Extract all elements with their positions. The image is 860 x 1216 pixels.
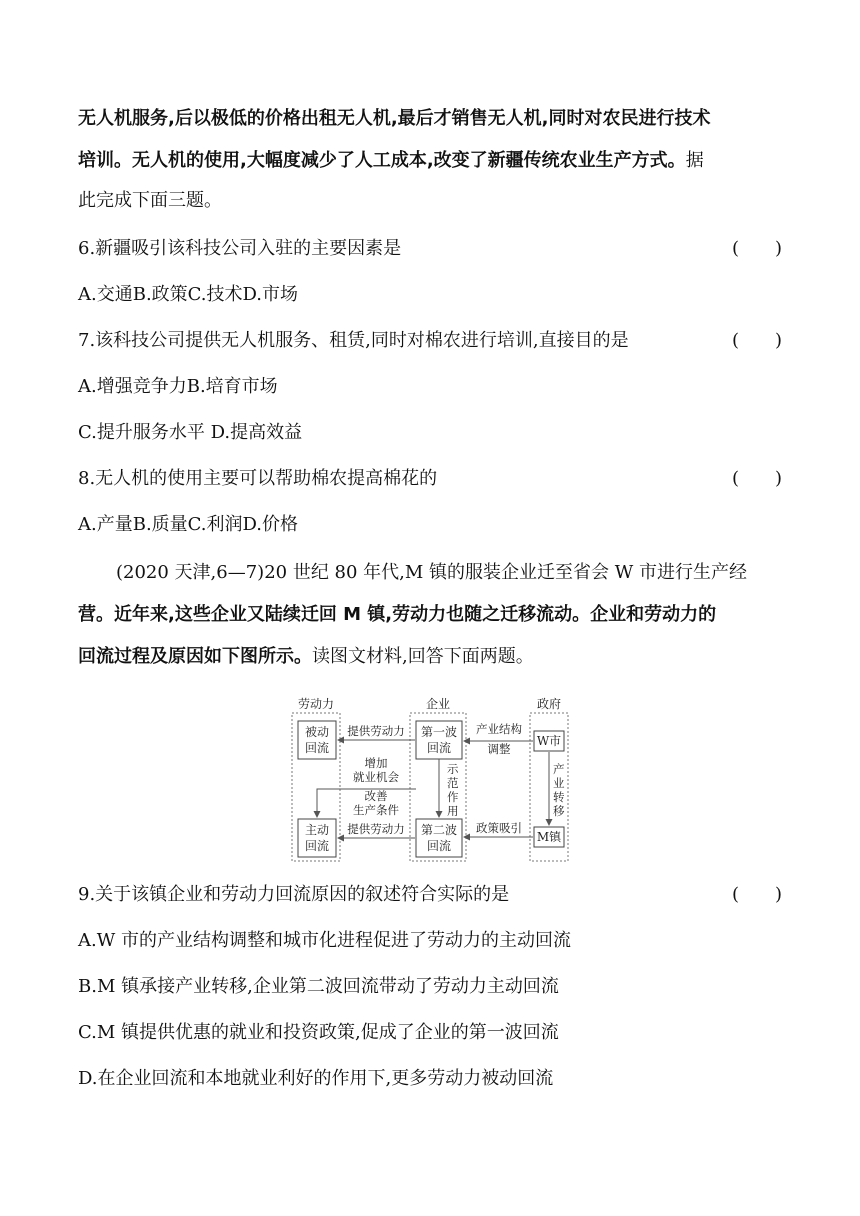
document-page — [78, 108, 784, 668]
question-9-option-d: D.在企业回流和本地就业利好的作用下,更多劳动力被动回流 — [78, 1068, 554, 1089]
box-first-wave-line1: 第一波 — [420, 725, 458, 739]
passage2-line-3a: 回流过程及原因如下图所示。 — [78, 646, 312, 667]
industry-transfer-2: 业 — [553, 776, 565, 790]
box-passive-line1: 被动 — [304, 725, 330, 739]
labor-return-diagram — [290, 697, 570, 865]
question-9-option-b: B.M 镇承接产业转移,企业第二波回流带动了劳动力主动回流 — [78, 976, 559, 997]
box-active-line2: 回流 — [304, 839, 330, 853]
diagram-svg — [290, 697, 570, 865]
question-8-stem — [78, 468, 784, 490]
question-8-answer-paren: ( ) — [731, 468, 782, 489]
question-8-text: 8.无人机的使用主要可以帮助棉农提高棉花的 — [78, 468, 438, 489]
question-9-block — [78, 884, 784, 1114]
question-6-text: 6.新疆吸引该科技公司入驻的主要因素是 — [78, 238, 402, 259]
arrow-provide-labor-1-label: 提供劳动力 — [347, 724, 405, 738]
center-text-4: 生产条件 — [353, 803, 399, 817]
box-w-city-label: W市 — [536, 734, 562, 748]
passage2-line-3 — [78, 646, 784, 668]
arrow-industry-adjust-line2: 调整 — [487, 742, 511, 756]
passage2-line-1-text: (2020 天津,6—7)20 世纪 80 年代,M 镇的服装企业迁至省会 W 市进行生产经 — [116, 562, 747, 583]
industry-transfer-4: 移 — [553, 804, 565, 818]
center-text-3: 改善 — [364, 789, 388, 803]
question-7-answer-paren: ( ) — [731, 330, 782, 351]
question-6-options: A.交通B.政策C.技术D.市场 — [78, 284, 299, 305]
question-9-option-c: C.M 镇提供优惠的就业和投资政策,促成了企业的第一波回流 — [78, 1022, 559, 1043]
passage2-line-3b: 读图文材料,回答下面两题。 — [312, 646, 534, 667]
box-m-town-label: M镇 — [536, 830, 562, 844]
col-labor-label: 劳动力 — [297, 697, 335, 711]
arrow-policy-label: 政策吸引 — [476, 821, 522, 835]
box-second-wave-line1: 第二波 — [420, 823, 458, 837]
question-9-option-a: A.W 市的产业结构调整和城市化进程促进了劳动力的主动回流 — [78, 930, 571, 951]
demo-effect-2: 范 — [447, 776, 459, 790]
industry-transfer-3: 转 — [553, 790, 565, 804]
question-6-stem — [78, 238, 784, 260]
center-text-1: 增加 — [364, 756, 388, 770]
passage-line-2-text: 培训。无人机的使用,大幅度减少了人工成本,改变了新疆传统农业生产方式。 — [78, 150, 686, 171]
col-government-label: 政府 — [536, 697, 562, 711]
question-7-text: 7.该科技公司提供无人机服务、租赁,同时对棉农进行培训,直接目的是 — [78, 330, 629, 351]
arrow-industry-adjust-line1: 产业结构 — [476, 722, 522, 736]
demo-effect-3: 作 — [447, 790, 459, 804]
question-6-answer-paren: ( ) — [731, 238, 782, 259]
question-8-options: A.产量B.质量C.利润D.价格 — [78, 514, 299, 535]
question-7-options-line-1: A.增强竞争力B.培育市场 — [78, 376, 278, 397]
demo-effect-1: 示 — [447, 762, 459, 776]
passage2-line-2: 营。近年来,这些企业又陆续迁回 M 镇,劳动力也随之迁移流动。企业和劳动力的 — [78, 604, 717, 625]
demo-effect-4: 用 — [447, 804, 459, 818]
box-second-wave-line2: 回流 — [426, 839, 452, 853]
question-7-stem — [78, 330, 784, 352]
question-9-answer-paren: ( ) — [731, 884, 782, 905]
passage-line-2 — [78, 150, 784, 172]
col-enterprise-label: 企业 — [425, 697, 451, 711]
industry-transfer-1: 产 — [553, 762, 565, 776]
box-first-wave-line2: 回流 — [426, 741, 452, 755]
passage-line-1: 无人机服务,后以极低的价格出租无人机,最后才销售无人机,同时对农民进行技术 — [78, 108, 711, 129]
passage-line-2-tail: 据 — [685, 150, 704, 171]
passage2-line-1 — [78, 562, 784, 584]
box-passive-line2: 回流 — [304, 741, 330, 755]
arrow-provide-labor-2-label: 提供劳动力 — [347, 822, 405, 836]
question-7-options-line-2: C.提升服务水平 D.提高效益 — [78, 422, 303, 443]
question-9-text: 9.关于该镇企业和劳动力回流原因的叙述符合实际的是 — [78, 884, 510, 905]
box-active-line1: 主动 — [304, 823, 330, 837]
passage-line-3: 此完成下面三题。 — [78, 190, 222, 211]
center-text-2: 就业机会 — [353, 770, 399, 784]
question-9-stem — [78, 884, 784, 906]
